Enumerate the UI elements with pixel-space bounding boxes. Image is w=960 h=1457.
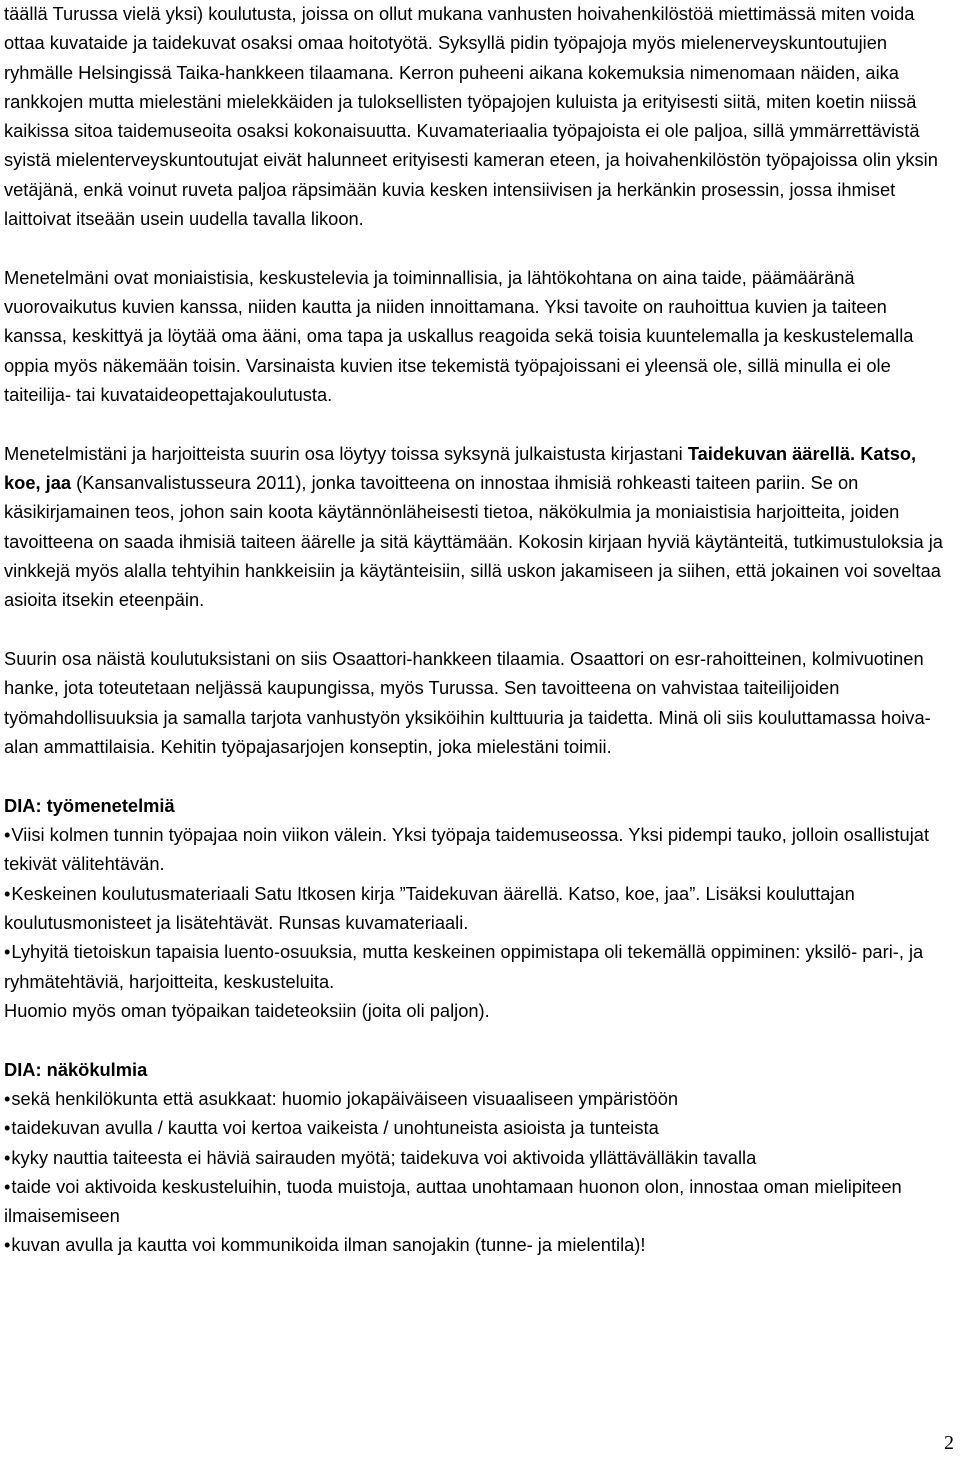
bullet-text: taidekuvan avulla / kautta voi kertoa vaikeista / unohtuneista asioista ja tunteista xyxy=(11,1117,659,1139)
section-note: Huomio myös oman työpaikan taideteoksiin (joita oli paljon). xyxy=(4,999,490,1021)
paragraph-book-text-start: Menetelmistäni ja harjoitteista suurin osa löytyy toissa syksynä julkaistusta kirjastani xyxy=(4,442,688,464)
bullet-item xyxy=(4,1143,954,1172)
bullet-icon: • xyxy=(4,941,11,963)
bullet-icon: • xyxy=(4,1117,11,1139)
paragraph-book-text-end: (Kansanvalistusseura 2011), jonka tavoitteena on innostaa ihmisiä rohkeasti taiteen pariin. Se on käsikirjamainen teos, johon sain koota käytännönläheisesti tietoa, näkökulmia ja moniaistisia harjoitteita, joiden tavoitteena on saada ihmisiä taiteen äärelle ja sitä käyttämään. Kokosin kirjaan hyviä käytänteitä, tutkimustuloksia ja vinkkejä myös alalla tehtyihin hankkeisiin ja käytänteisiin, sillä uskon jakamiseen ja siihen, että jokainen voi soveltaa asioita itsekin eteenpäin. xyxy=(4,472,943,611)
bullet-icon: • xyxy=(4,1234,11,1256)
bullet-item xyxy=(4,1084,954,1113)
bullet-icon: • xyxy=(4,1175,11,1197)
paragraph-intro: täällä Turussa vielä yksi) koulutusta, joissa on ollut mukana vanhusten hoivahenkilöstöä miettimässä miten voida ottaa kuvataide ja taidekuvat osaksi omaa hoitotyötä. Syksyllä pidin työpajoja myös mielenerveyskuntoutujien ryhmälle Helsingissä Taika-hankkeen tilaamana. Kerron puheeni aikana kokemuksia nimenomaan näiden, aika rankkojen mutta mielestäni mielekkäiden ja tuloksellisten työpajojen kuluista ja erityisesti siitä, miten koetin niissä kaikissa sitoa taidemuseoita osaksi kokonaisuutta. Kuvamateriaalia työpajoista ei ole paljoa, sillä ymmärrettävistä syistä mielenterveyskuntoutujat eivät halunneet erityisesti kameran eteen, ja hoivahenkilöstön työpajoissa olin yksin vetäjänä, enkä voinut ruveta paljoa räpsimään kuvia kesken intensiivisen ja herkänkin prosessin, jossa ihmiset laittoivat itseään usein uudella tavalla likoon. xyxy=(4,3,938,230)
bullet-text: kyky nauttia taiteesta ei häviä sairauden myötä; taidekuva voi aktivoida yllättävälläkin tavalla xyxy=(11,1146,757,1168)
bullet-item xyxy=(4,820,954,879)
paragraph-book xyxy=(4,439,954,615)
bullet-icon: • xyxy=(4,824,11,846)
bullet-item xyxy=(4,1113,954,1142)
bullet-item xyxy=(4,937,954,996)
bullet-text: taide voi aktivoida keskusteluihin, tuoda muistoja, auttaa unohtamaan huonon olon, innostaa oman mielipiteen ilmaisemiseen xyxy=(4,1175,902,1227)
bullet-icon: • xyxy=(4,1146,11,1168)
book-title-part1: Taidekuvan äärellä. xyxy=(687,442,856,464)
bullet-text: Keskeinen koulutusmateriaali Satu Itkosen kirja ”Taidekuvan äärellä. Katso, koe, jaa”. Lisäksi kouluttajan koulutusmonisteet ja lisätehtävät. Runsas kuvamateriaali. xyxy=(4,882,855,934)
section-heading-viewpoints: DIA: näkökulmia xyxy=(4,1058,148,1080)
bullet-item xyxy=(4,1230,954,1259)
page-number: 2 xyxy=(944,1432,954,1454)
paragraph-osaattori: Suurin osa näistä koulutuksistani on siis Osaattori-hankkeen tilaamia. Osaattori on esr-rahoitteinen, kolmivuotinen hanke, jota toteutetaan neljässä kaupungissa, myös Turussa. Sen tavoitteena on vahvistaa taiteilijoiden työmahdollisuuksia ja samalla tarjota vanhustyön yksiköihin kulttuuria ja taidetta. Minä oli siis kouluttamassa hoiva-alan ammattilaisia. Kehitin työpajasarjojen konseptin, joka mielestäni toimii. xyxy=(4,648,931,758)
section-heading-work-methods: DIA: työmenetelmiä xyxy=(4,794,175,816)
paragraph-methods: Menetelmäni ovat moniaistisia, keskustelevia ja toiminnallisia, ja lähtökohtana on aina taide, päämääränä vuorovaikutus kuvien kanssa, niiden kautta ja niiden innoittamana. Yksi tavoite on rauhoittua kuvien ja taiteen kanssa, keskittyä ja löytää oma ääni, oma tapa ja uskallus reagoida sekä toisia kuuntelemalla ja keskustelemalla oppia myös näkemään toisin. Varsinaista kuvien itse tekemistä työpajoissani ei yleensä ole, sillä minulla ei ole taiteilija- tai kuvataideopettajakoulutusta. xyxy=(4,266,914,406)
bullet-text: Viisi kolmen tunnin työpajaa noin viikon välein. Yksi työpaja taidemuseossa. Yksi pidempi tauko, jolloin osallistujat tekivät välitehtävän. xyxy=(4,824,930,875)
bullet-icon: • xyxy=(4,1088,11,1109)
section-work-methods xyxy=(4,791,954,1025)
bullet-item xyxy=(4,1172,954,1231)
section-viewpoints xyxy=(4,1055,954,1260)
bullet-text: Lyhyitä tietoiskun tapaisia luento-osuuksia, mutta keskeinen oppimistapa oli tekemällä oppiminen: yksilö- pari-, ja ryhmätehtäviä, harjoitteita, keskusteluita. xyxy=(4,941,924,992)
bullet-text: kuvan avulla ja kautta voi kommunikoida ilman sanojakin (tunne- ja mielentila)! xyxy=(11,1234,646,1256)
bullet-item xyxy=(4,879,954,938)
bullet-icon: • xyxy=(4,882,11,904)
document-page xyxy=(4,0,954,1289)
bullet-text: sekä henkilökunta että asukkaat: huomio jokapäiväiseen visuaaliseen ympäristöön xyxy=(11,1088,679,1109)
book-title-part2: Katso, koe, jaa xyxy=(4,442,917,494)
